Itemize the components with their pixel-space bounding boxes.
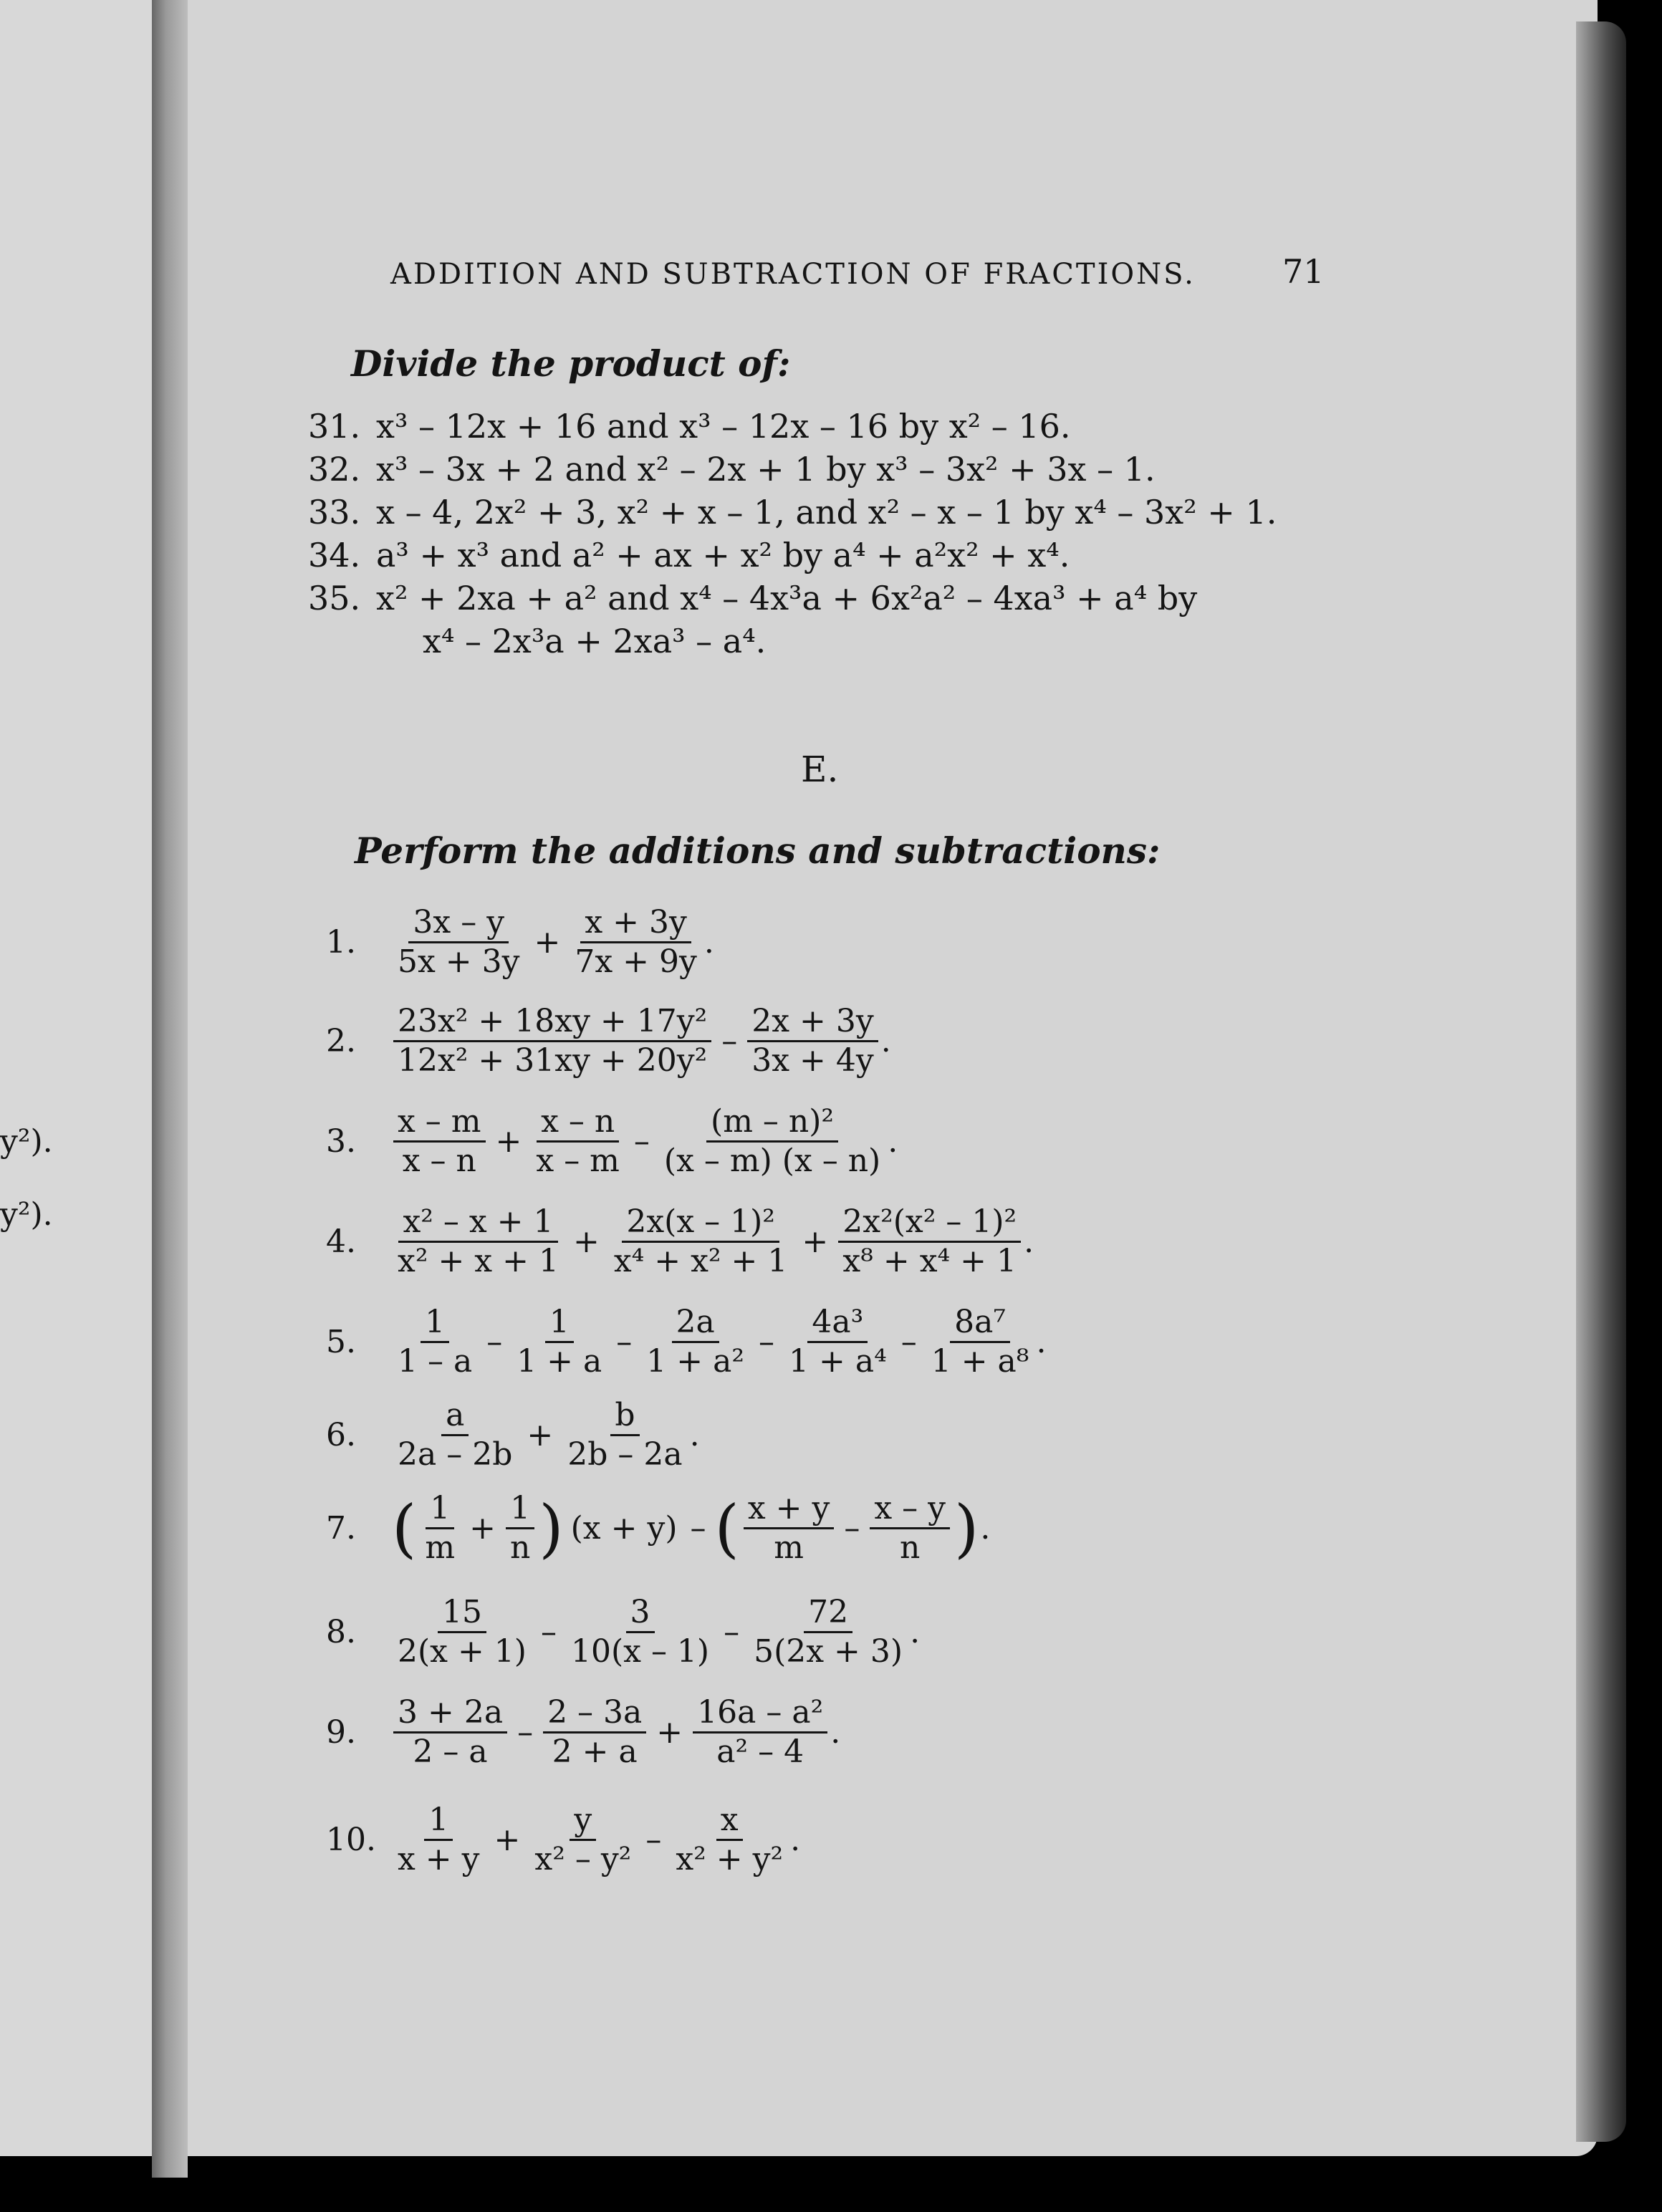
fraction [570, 904, 701, 981]
fraction-denominator: (x – m) (x – n) [663, 1143, 881, 1179]
operator: – [721, 1023, 738, 1059]
problem-number: 31. [308, 407, 361, 446]
fraction-numerator: 2x²(x² – 1)² [838, 1203, 1021, 1243]
fraction-problem [326, 1003, 891, 1079]
page-edge-shadow [1576, 21, 1626, 2142]
problem-35 [308, 577, 1277, 620]
problem-number: 35. [308, 579, 361, 617]
fraction-problem [326, 1103, 898, 1180]
parenthesis: ( [714, 1491, 739, 1565]
terminal-period: . [888, 1123, 898, 1160]
fraction-denominator: a² – 4 [716, 1733, 804, 1770]
operator: – [540, 1614, 557, 1650]
operator: – [486, 1324, 503, 1360]
fraction-numerator: 23x² + 18xy + 17y² [393, 1003, 711, 1042]
fraction-problem [326, 1490, 990, 1567]
fraction [693, 1694, 827, 1771]
fraction-problem [326, 1203, 1034, 1280]
problem-number: 1. [326, 924, 356, 961]
fraction [838, 1203, 1021, 1280]
fraction [512, 1304, 606, 1380]
problem-number: 5. [326, 1324, 356, 1360]
fraction-numerator: 3 + 2a [393, 1694, 507, 1733]
fraction-numerator: 1 [545, 1304, 574, 1343]
operator: – [844, 1510, 860, 1547]
fraction [927, 1304, 1034, 1380]
fraction-numerator: 2a [672, 1304, 719, 1343]
fraction-denominator: 1 + a² [646, 1343, 744, 1380]
operator: – [900, 1324, 917, 1360]
left-page-fragment: y²). [0, 1123, 53, 1160]
fraction-numerator: 1 [426, 1490, 454, 1529]
problem-32 [308, 448, 1277, 491]
fraction [393, 1103, 486, 1180]
fraction-denominator: 10(x – 1) [570, 1633, 710, 1670]
problem-number: 2. [326, 1023, 356, 1059]
fraction-problem [326, 1694, 840, 1771]
fraction-denominator: x – n [402, 1143, 476, 1179]
fraction-denominator: 2b – 2a [567, 1436, 683, 1473]
parenthesis: ) [539, 1491, 564, 1565]
operator: + [469, 1510, 496, 1547]
problem-31 [308, 405, 1277, 448]
fraction-numerator: 15 [438, 1594, 486, 1633]
running-head: ADDITION AND SUBTRACTION OF FRACTIONS. [390, 258, 1196, 291]
fraction-denominator: n [509, 1529, 531, 1566]
problem-text: x – 4, 2x² + 3, x² + x – 1, and x² – x – 1 by x⁴ – 3x² + 1. [376, 493, 1277, 532]
fraction-denominator: 3x + 4y [751, 1042, 874, 1079]
fraction-numerator: (m – n)² [706, 1103, 838, 1143]
fraction [393, 1304, 476, 1380]
fraction-numerator: y [570, 1802, 596, 1841]
operator: – [616, 1324, 633, 1360]
problem-number: 34. [308, 536, 361, 574]
fraction [393, 904, 524, 981]
fraction-numerator: x² – x + 1 [398, 1203, 557, 1243]
fraction [421, 1490, 459, 1567]
fraction [532, 1103, 624, 1180]
fraction [530, 1802, 635, 1878]
problem-number: 33. [308, 493, 361, 532]
operator: + [495, 1123, 522, 1160]
problem-number: 7. [326, 1510, 356, 1547]
fraction [749, 1594, 907, 1670]
fraction-denominator: x² + x + 1 [398, 1243, 559, 1279]
problem-number: 10. [326, 1822, 376, 1858]
fraction-numerator: 1 [424, 1802, 453, 1841]
operator: + [656, 1714, 683, 1751]
fraction-numerator: 16a – a² [693, 1694, 827, 1733]
fraction-numerator: 2 – 3a [543, 1694, 646, 1733]
fraction-denominator: x + y [398, 1841, 480, 1877]
terminal-period: . [1024, 1223, 1034, 1260]
operator: + [534, 924, 561, 961]
fraction-numerator: b [610, 1397, 639, 1436]
fraction-denominator: 1 + a⁸ [931, 1343, 1029, 1380]
operator: – [517, 1714, 534, 1751]
terminal-period: . [790, 1822, 801, 1858]
fraction [393, 1203, 563, 1280]
problem-text: a³ + x³ and a² + ax + x² by a⁴ + a²x² + x⁴. [376, 536, 1070, 574]
fraction [393, 1397, 517, 1473]
divide-problem-list [308, 405, 1277, 663]
fraction-denominator: 1 + a⁴ [789, 1343, 887, 1380]
fraction-denominator: 5(2x + 3) [754, 1633, 903, 1670]
addition-instruction: Perform the additions and subtractions: [355, 830, 1161, 872]
fraction-denominator: 2a – 2b [398, 1436, 513, 1473]
fraction-numerator: 2x + 3y [747, 1003, 878, 1042]
fraction-denominator: m [425, 1529, 456, 1566]
problem-number: 8. [326, 1614, 356, 1650]
fraction [610, 1203, 792, 1280]
fraction-numerator: 3x – y [408, 904, 509, 943]
terminal-period: . [830, 1714, 841, 1751]
problem-text: x³ – 3x + 2 and x² – 2x + 1 by x³ – 3x² + 3x – 1. [376, 450, 1156, 489]
problem-text: x² + 2xa + a² and x⁴ – 4x³a + 6x²a² – 4xa³ + a⁴ by [376, 579, 1198, 617]
fraction [784, 1304, 891, 1380]
problem-number: 32. [308, 450, 361, 489]
fraction-denominator: x² – y² [534, 1841, 632, 1877]
book-gutter [152, 0, 188, 2178]
terminal-period: . [689, 1417, 700, 1453]
operator: + [572, 1223, 600, 1260]
fraction-numerator: 3 [626, 1594, 655, 1633]
fraction-numerator: a [441, 1397, 469, 1436]
fraction-denominator: 7x + 9y [575, 943, 697, 980]
terminal-period: . [880, 1023, 891, 1059]
fraction-numerator: 1 [421, 1304, 449, 1343]
fraction-denominator: 1 + a [517, 1343, 602, 1380]
fraction-denominator: 5x + 3y [398, 943, 520, 980]
fraction-numerator: 2x(x – 1)² [622, 1203, 779, 1243]
problem-35-continuation: x⁴ – 2x³a + 2xa³ – a⁴. [423, 622, 767, 660]
fraction [543, 1694, 646, 1771]
fraction-numerator: x – m [393, 1103, 486, 1143]
fraction [660, 1103, 885, 1180]
fraction [744, 1490, 835, 1567]
fraction-denominator: m [774, 1529, 804, 1566]
fraction [506, 1490, 534, 1567]
fraction-problem [326, 1594, 920, 1670]
fraction-denominator: x – m [536, 1143, 620, 1179]
operator: + [494, 1822, 521, 1858]
problem-number: 6. [326, 1417, 356, 1453]
fraction-problem [326, 904, 714, 981]
problem-text: x³ – 12x + 16 and x³ – 12x – 16 by x² – 16. [376, 407, 1071, 446]
section-letter: E. [801, 749, 839, 790]
operator: – [759, 1324, 774, 1360]
fraction-problem [326, 1304, 1046, 1380]
fraction-numerator: x [716, 1802, 743, 1841]
fraction [642, 1304, 749, 1380]
fraction-problem [326, 1397, 700, 1473]
fraction-problem [326, 1802, 800, 1878]
operator: – [690, 1510, 706, 1547]
problem-number: 4. [326, 1223, 356, 1260]
operator: + [527, 1417, 554, 1453]
fraction [747, 1003, 878, 1079]
fraction-denominator: x⁴ + x² + 1 [613, 1243, 788, 1279]
parenthesis: ) [954, 1491, 979, 1565]
operator: – [645, 1822, 662, 1858]
left-page-edge [0, 0, 154, 2156]
fraction [567, 1594, 714, 1670]
fraction-numerator: 1 [506, 1490, 534, 1529]
operator: – [633, 1123, 650, 1160]
fraction [393, 1694, 507, 1771]
fraction [671, 1802, 787, 1878]
fraction [563, 1397, 686, 1473]
fraction-numerator: 4a³ [807, 1304, 868, 1343]
fraction-numerator: x + y [744, 1490, 835, 1529]
left-page-fragment: y²). [0, 1196, 53, 1233]
problem-33 [308, 491, 1277, 534]
fraction-numerator: x – y [870, 1490, 950, 1529]
fraction-denominator: 2 – a [413, 1733, 488, 1770]
operator: + [802, 1223, 829, 1260]
divide-instruction: Divide the product of: [351, 342, 791, 385]
fraction-numerator: 72 [804, 1594, 852, 1633]
fraction-denominator: 12x² + 31xy + 20y² [398, 1042, 708, 1079]
fraction-denominator: x² + y² [676, 1841, 784, 1877]
fraction-numerator: x – n [537, 1103, 619, 1143]
fraction-numerator: 8a⁷ [950, 1304, 1010, 1343]
fraction-denominator: x⁸ + x⁴ + 1 [842, 1243, 1017, 1279]
parenthesis: ( [392, 1491, 417, 1565]
fraction [393, 1594, 531, 1670]
fraction [393, 1003, 711, 1079]
fraction-denominator: 2(x + 1) [398, 1633, 527, 1670]
problem-number: 3. [326, 1123, 356, 1160]
terminal-period: . [1036, 1324, 1047, 1360]
terminal-period: . [980, 1510, 991, 1547]
terminal-period: . [703, 924, 714, 961]
fraction [393, 1802, 484, 1878]
operator: – [724, 1614, 740, 1650]
fraction-denominator: 1 – a [398, 1343, 473, 1380]
terminal-period: . [910, 1614, 921, 1650]
problem-34 [308, 534, 1277, 577]
fraction-numerator: x + 3y [580, 904, 691, 943]
fraction-denominator: n [900, 1529, 921, 1566]
page-number: 71 [1282, 252, 1325, 291]
fraction-denominator: 2 + a [552, 1733, 638, 1770]
expression: (x + y) [570, 1510, 678, 1547]
problem-number: 9. [326, 1714, 356, 1751]
fraction [870, 1490, 950, 1567]
